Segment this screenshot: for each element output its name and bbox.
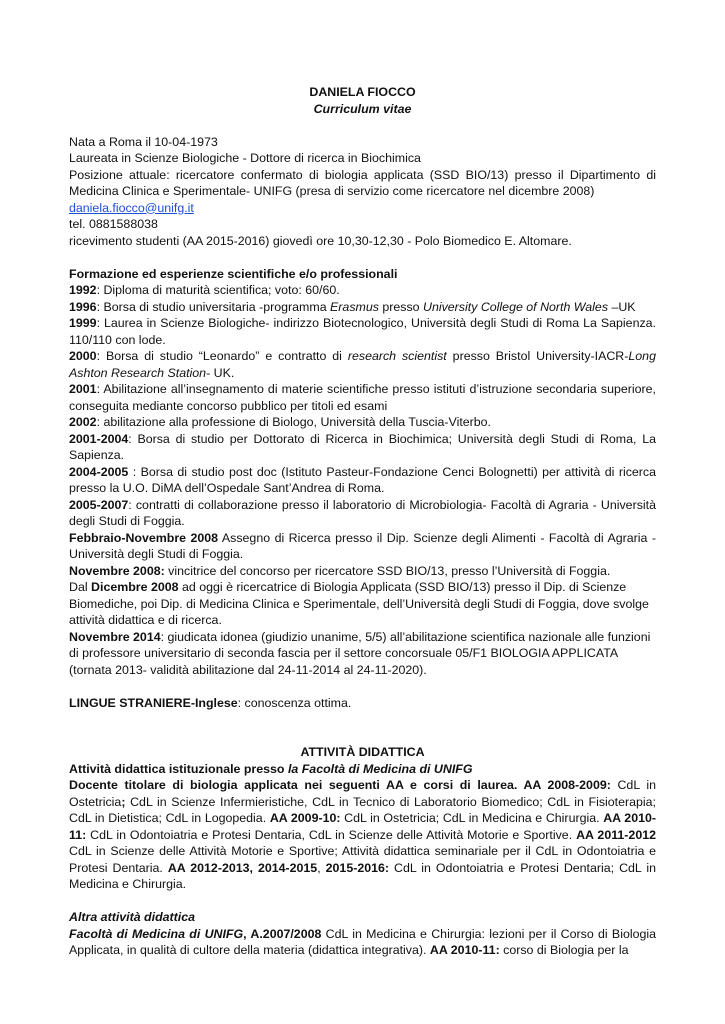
text-bold: AA 2011-2012	[576, 827, 656, 842]
position-info: Posizione attuale: ricercatore confermato di biologia applicata (SSD BIO/13) presso il Dipartimento di Medicina Clinica e Sperimentale- UNIFG (presa di servizio come ricercatore nel dicembre 2008)	[69, 167, 656, 198]
office-hours-info: ricevimento studenti (AA 2015-2016) giovedì ore 10,30-12,30 - Polo Biomedico E. Altomare.	[69, 233, 572, 248]
entry-text: : Borsa di studio universitaria -programma	[96, 299, 331, 314]
text-bold: AA 2009-10:	[269, 811, 341, 825]
degree-info: Laureata in Scienze Biologiche - Dottore di ricerca in Biochimica	[69, 151, 421, 165]
spacer	[69, 893, 656, 910]
entry-year: Novembre 2008:	[69, 563, 165, 578]
entry-year: Dicembre 2008	[91, 580, 179, 594]
training-section	[69, 266, 656, 679]
other-teaching-heading: Altra attività didattica	[69, 910, 195, 924]
entry-text: : Laurea in Scienze Biologiche- indirizzo Biotecnologico, Università degli Studi di Roma La Sapienza. 110/110 con lode.	[69, 316, 656, 347]
training-entry-2004-2005	[69, 464, 656, 497]
text-bold: 2015-2016:	[325, 860, 390, 875]
entry-text-italic: Erasmus	[330, 299, 379, 314]
entry-year: 2001	[69, 382, 97, 396]
entry-text: : contratti di collaborazione presso il laboratorio di Microbiologia- Facoltà di Agraria - Università degli Studi di Foggia.	[69, 497, 656, 528]
spacer	[69, 117, 656, 134]
personal-info	[69, 134, 656, 250]
entry-year: Febbraio-Novembre 2008	[69, 530, 219, 545]
entry-text: vincitrice del concorso per ricercatore SSD BIO/13, presso l’Università di Foggia.	[164, 563, 611, 578]
text: corso di Biologia per la	[499, 943, 629, 957]
entry-text-italic: University College of North Wales	[423, 299, 609, 314]
entry-text: : abilitazione alla professione di Biologo, Università della Tuscia-Viterbo.	[96, 415, 492, 429]
teaching-heading: ATTIVITÀ DIDATTICA	[300, 745, 425, 759]
entry-text: ad oggi è ricercatrice di Biologia Applicata (SSD BIO/13) presso il Dip. di Scienze Biomediche, poi Dip. di Medicina Clinica e Sperimentale, dell’Università degli Studi di Foggia, dove svolge attività didattica e di ricerca.	[69, 580, 649, 627]
document-subtitle: Curriculum vitae	[313, 101, 412, 116]
entry-year: 1999	[69, 316, 97, 330]
spacer	[69, 728, 656, 745]
training-entry-2001	[69, 381, 656, 414]
text: CdL in Scienze Infermieristiche, CdL in Tecnico di Laboratorio Biomedico; CdL in Fisioterapia; CdL in Dietistica; CdL in Logopedia.	[69, 794, 656, 825]
entry-text: : giudicata idonea (giudizio unanime, 5/5) all’abilitazione scientifica nazionale alle funzioni di professore universitario di seconda fascia per il settore concorsuale 05/F1 BIOLOGIA APPLICATA (tornata 2013- validità abilitazione dal 24-11-2014 al 24-11-2020).	[69, 629, 651, 677]
entry-year: 2004-2005	[69, 464, 129, 479]
training-entry-1999	[69, 315, 656, 348]
entry-year: 2000	[69, 349, 97, 363]
document-title: DANIELA FIOCCO	[309, 85, 416, 99]
text: CdL in Scienze delle Attività Motorie e Sportive; Attività didattica seminariale per il CdL in Odontoiatria e Protesi Dentaria.	[69, 844, 656, 875]
training-entry-2002	[69, 414, 656, 431]
entry-text-italic: research scientist	[347, 349, 447, 363]
text: ,	[317, 860, 326, 875]
training-entry-2001-2004	[69, 431, 656, 464]
entry-text: : Abilitazione all’insegnamento di materie scientifiche presso istituti d’istruzione secondaria superiore, conseguita mediante concorso pubblico per titoli ed esami	[69, 382, 656, 413]
languages-label: LINGUE STRANIERE-Inglese	[69, 695, 238, 710]
entry-year: 2002	[69, 415, 97, 429]
text: CdL in Ostetricia; CdL in Medicina e Chirurgia.	[340, 811, 604, 825]
entry-text: : Borsa di studio per Dottorato di Ricerca in Biochimica; Università degli Studi di Roma, La Sapienza.	[69, 431, 656, 462]
entry-text: - UK.	[206, 365, 235, 380]
training-entry-2005-2007	[69, 497, 656, 530]
institutional-teaching-heading	[69, 761, 656, 778]
entry-text: : Borsa di studio “Leonardo” e contratto di	[96, 349, 348, 363]
email-line	[69, 200, 656, 217]
email-link[interactable]: daniela.fiocco@unifg.it	[69, 200, 194, 215]
text-bold: , A.2007/2008	[243, 926, 322, 941]
entry-year: 2005-2007	[69, 497, 129, 512]
training-entry-2000	[69, 348, 656, 381]
text: CdL in Ostetricia	[69, 778, 656, 809]
training-entry-nov-2008	[69, 563, 656, 580]
text-bold: ;	[121, 794, 126, 809]
entry-year: 1992	[69, 283, 97, 297]
text-bold: AA 2010-11:	[429, 943, 500, 957]
phone-info: tel. 0881588038	[69, 217, 158, 231]
spacer	[69, 678, 656, 695]
heading-part: Attività didattica istituzionale presso	[69, 761, 288, 776]
entry-text: : Borsa di studio post doc (Istituto Pasteur-Fondazione Cenci Bolognetti) per attività di ricerca presso la U.O. DiMA dell’Ospedale Sant’Andrea di Roma.	[69, 464, 656, 495]
heading-part-italic: la Facoltà di Medicina di UNIFG	[287, 761, 473, 776]
training-entry-1996	[69, 299, 656, 316]
entry-year: 2001-2004	[69, 431, 129, 446]
text: CdL in Odontoiatria e Protesi Dentaria; CdL in Medicina e Chirurgia.	[69, 860, 656, 891]
text-bold: AA 2012-2013, 2014-2015	[167, 860, 318, 875]
spacer	[69, 249, 656, 266]
text-bold: Docente titolare di biologia applicata nei seguenti AA e corsi di laurea. AA 2008-2009:	[69, 778, 611, 792]
text: CdL in Medicina e Chirurgia: lezioni per il Corso di Biologia Applicata, in qualità di cultore della materia (didattica integrativa).	[69, 926, 657, 957]
training-heading: Formazione ed esperienze scientifiche e/o professionali	[69, 266, 398, 281]
spacer	[69, 711, 656, 728]
entry-year: 1996	[69, 299, 97, 314]
training-entry-nov-2014	[69, 629, 656, 679]
entry-text: –UK	[608, 299, 636, 314]
languages-text: : conoscenza ottima.	[237, 695, 352, 710]
teaching-section	[69, 744, 656, 959]
training-entry-dec-2008	[69, 579, 656, 629]
birth-info: Nata a Roma il 10-04-1973	[69, 134, 218, 149]
training-entry-1992	[69, 282, 656, 299]
entry-year: Novembre 2014	[69, 629, 161, 644]
entry-text: : Diploma di maturità scientifica; voto: 60/60.	[96, 283, 340, 297]
entry-text: Assegno di Ricerca presso il Dip. Scienze degli Alimenti - Facoltà di Agraria - Università degli Studi di Foggia.	[69, 530, 656, 561]
languages-line	[69, 695, 656, 712]
text-bold: AA 2010-11:	[69, 811, 657, 842]
other-teaching-text	[69, 926, 656, 959]
institutional-teaching-text	[69, 777, 656, 893]
entry-text: presso Bristol University-IACR-	[446, 349, 629, 363]
entry-text-italic: Long Ashton Research Station	[69, 349, 656, 380]
entry-text: presso	[378, 299, 423, 314]
entry-text: Dal	[69, 580, 92, 594]
training-entry-feb-nov-2008	[69, 530, 656, 563]
text: CdL in Odontoiatria e Protesi Dentaria, CdL in Scienze delle Attività Motorie e Sportive.	[86, 827, 577, 842]
text-bold-italic: Facoltà di Medicina di UNIFG	[69, 926, 244, 941]
